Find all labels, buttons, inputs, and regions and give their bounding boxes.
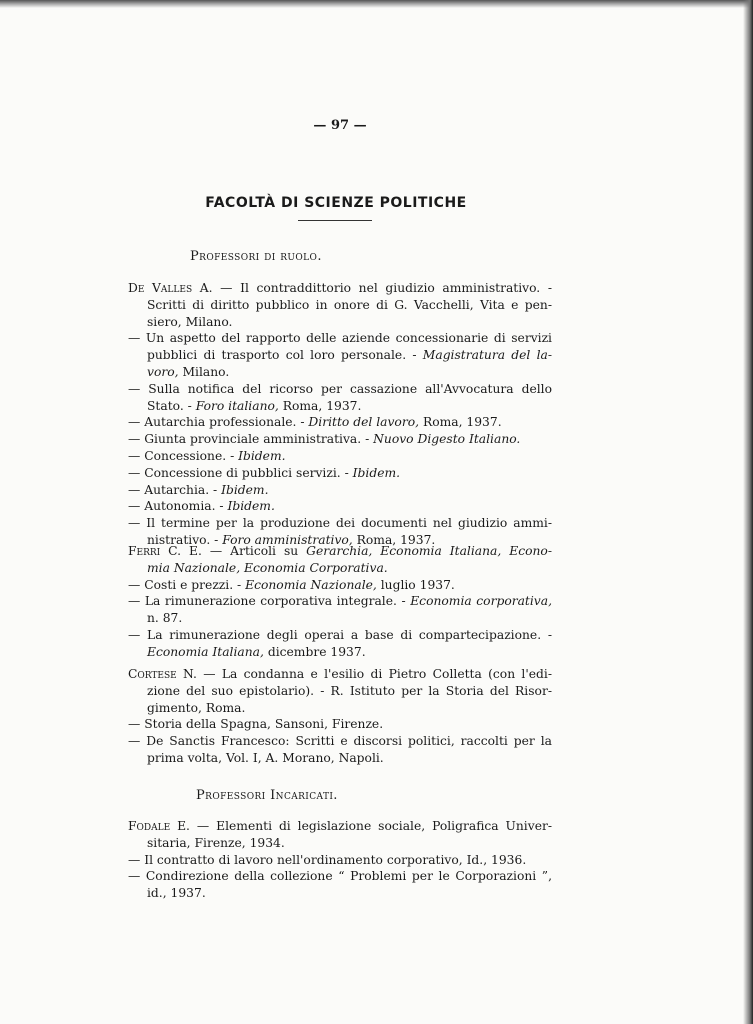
text-line (128, 627, 552, 644)
text-segment: — Un aspetto del rapporto delle aziende concessionarie di servizi (128, 331, 552, 346)
text-line (128, 733, 552, 750)
page-title: FACOLTÀ DI SCIENZE POLITICHE (205, 195, 467, 211)
italic-text: Economia Nazionale, (245, 577, 377, 592)
text-segment: Roma, 1937. (278, 398, 362, 413)
text-segment: — Autarchia professionale. - (128, 415, 309, 430)
section-heading-professori-incaricati: Professori Incaricati. (196, 788, 338, 803)
text-segment: — Storia della Spagna, Sansoni, Firenze. (128, 717, 384, 732)
page-number: — 97 — (313, 118, 367, 133)
text-line (128, 482, 552, 499)
entry-ferri (128, 543, 552, 661)
text-line (128, 543, 552, 560)
text-segment: — De Sanctis Francesco: Scritti e discorsi politici, raccolti per la (128, 734, 552, 749)
italic-text: Foro italiano, (195, 398, 279, 413)
text-line (128, 683, 552, 700)
text-segment: siero, Milano. (147, 314, 233, 329)
entry-cortese (128, 666, 552, 767)
text-segment: gimento, Roma. (147, 700, 246, 715)
text-line (128, 750, 552, 767)
text-segment: — Elementi di legislazione sociale, Poligrafica Univer- (189, 819, 552, 833)
text-line (128, 610, 552, 627)
text-segment: — Sulla notifica del ricorso per cassazione all'Avvocatura dello (128, 381, 552, 396)
text-segment: Roma, 1937. (419, 415, 502, 430)
text-segment: dicembre 1937. (263, 644, 366, 659)
author-name: Ferri C. E. (128, 544, 202, 558)
text-segment: — La rimunerazione degli operai a base di compartecipazione. - (128, 627, 552, 642)
text-segment: — Articoli su (201, 544, 307, 558)
italic-text: Ibidem. (227, 499, 275, 514)
italic-text: mia Nazionale, Economia Corporativa. (147, 560, 388, 575)
scan-top-edge (0, 0, 753, 8)
author-name: Cortese N. (128, 667, 197, 681)
text-segment: — Giunta provinciale amministrativa. - (128, 432, 374, 447)
text-segment: Roma, 1937. (352, 532, 436, 547)
text-line (128, 280, 552, 297)
text-line (128, 666, 552, 683)
text-segment: — Il contraddittorio nel giudizio amministrativo. - (212, 281, 552, 295)
text-line (128, 465, 552, 482)
text-segment: prima volta, Vol. I, A. Morano, Napoli. (147, 750, 384, 765)
text-line (128, 448, 552, 465)
author-name: De Valles A. (128, 281, 213, 295)
text-segment: — Concessione di pubblici servizi. - (128, 465, 353, 480)
text-segment: — Il contratto di lavoro nell'ordinamento corporativo, Id., 1936. (128, 852, 527, 867)
italic-text: Gerarchia, Economia Italiana, Econo- (306, 544, 552, 558)
text-segment: pubblici di trasporto col loro personale. - (147, 348, 423, 363)
text-line (128, 560, 552, 577)
text-line (128, 314, 552, 331)
text-segment: — Condirezione della collezione “ Problemi per le Corporazioni ”, (128, 869, 552, 884)
author-name: Fodale E. (128, 819, 190, 833)
text-line (128, 431, 552, 448)
text-line (128, 644, 552, 661)
text-segment: — Concessione. - (128, 448, 239, 463)
text-segment: — La rimunerazione corporativa integrale. - (128, 594, 411, 609)
text-segment: — Costi e prezzi. - (128, 577, 246, 592)
italic-text: Economia corporativa, (410, 594, 552, 609)
italic-text: Economia Italiana, (147, 644, 264, 659)
text-line (128, 347, 552, 364)
text-line (128, 364, 552, 381)
section-heading-professori-di-ruolo: Professori di ruolo. (190, 249, 322, 264)
text-line (128, 330, 552, 347)
text-segment: zione del suo epistolario). - R. Istituto per la Storia del Risor- (147, 683, 552, 698)
text-line (128, 577, 552, 594)
text-line (128, 381, 552, 398)
text-segment: luglio 1937. (376, 577, 455, 592)
italic-text: Diritto del lavoro, (308, 415, 420, 430)
text-line (128, 297, 552, 314)
text-line (128, 716, 552, 733)
text-line (128, 835, 552, 852)
text-line (128, 885, 552, 902)
italic-text: Ibidem. (352, 465, 401, 480)
text-segment: nistrativo. - (147, 532, 223, 547)
italic-text: voro, (147, 364, 179, 379)
text-segment: — Il termine per la produzione dei documenti nel giudizio ammi- (128, 516, 552, 531)
text-line (128, 700, 552, 717)
italic-text: Ibidem. (238, 448, 286, 463)
text-segment: — Autonomia. - (128, 499, 228, 514)
text-line (128, 852, 552, 869)
text-segment: — Autarchia. - (128, 482, 222, 497)
text-segment: n. 87. (147, 611, 183, 626)
text-segment: Stato. - (147, 398, 196, 413)
text-segment: Milano. (178, 364, 230, 379)
italic-text: Ibidem. (221, 482, 269, 497)
italic-text: Magistratura del la- (422, 348, 552, 363)
text-line (128, 498, 552, 515)
text-line (128, 868, 552, 885)
italic-text: Foro amministrativo, (222, 532, 353, 547)
text-segment: sitaria, Firenze, 1934. (147, 835, 285, 850)
text-segment: id., 1937. (147, 886, 206, 901)
italic-text: Nuovo Digesto Italiano. (373, 432, 521, 447)
text-line (128, 414, 552, 431)
text-line (128, 515, 552, 532)
text-line (128, 818, 552, 835)
title-rule (298, 220, 372, 221)
entry-fodale (128, 818, 552, 902)
text-line (128, 398, 552, 415)
scan-right-edge (743, 0, 753, 1024)
text-segment: — La condanna e l'esilio di Pietro Colletta (con l'edi- (196, 667, 552, 681)
text-segment: Scritti di diritto pubblico in onore di G. Vacchelli, Vita e pen- (147, 297, 552, 312)
entry-de-valles (128, 280, 552, 549)
text-line (128, 593, 552, 610)
